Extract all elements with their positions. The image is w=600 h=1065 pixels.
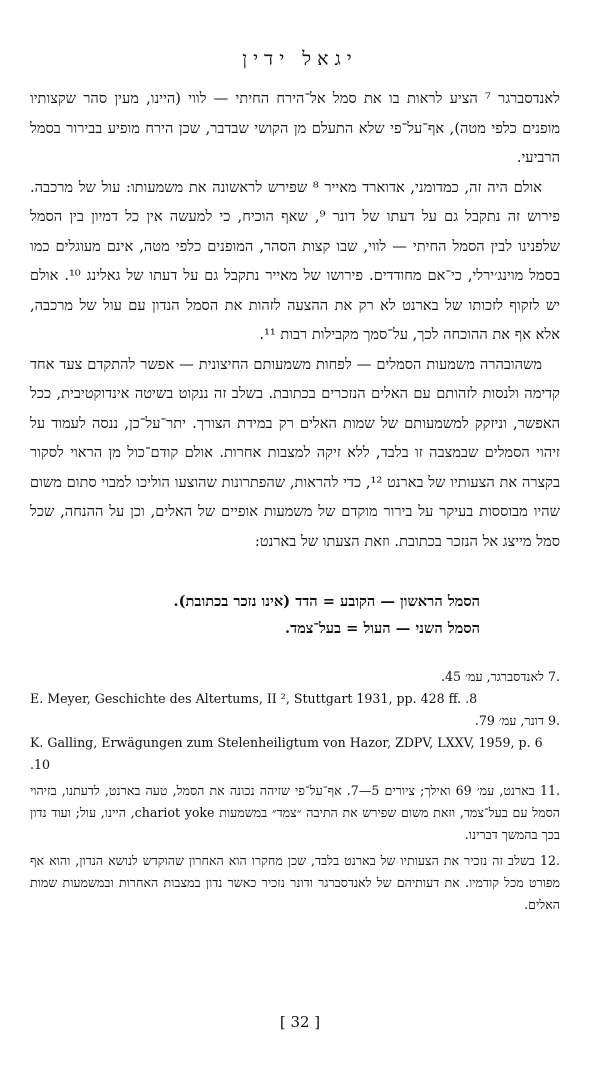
footnote-8 (30, 688, 560, 710)
footnote-number: .8 (465, 691, 478, 706)
running-head: יגאל ידין (242, 48, 358, 70)
symbol-list (30, 588, 480, 642)
footnote-number: .9 (547, 713, 560, 728)
footnote-10 (30, 732, 560, 776)
footnotes (30, 666, 560, 916)
footnote-7 (30, 666, 560, 688)
footnote-text: בשלב זה נזכיר את הצעותיו של בארנט בלבד, שכן מחקרו הוא האחרון שהוקדש לנושא הנדון, והוא אף מפורט מכל קודמיו. את דעותיהם של לאנדסברגר ודונר נזכיר כאשר נדון במצבות האחרות ובמשמעות שמות האלים. (30, 853, 560, 912)
footnote-11 (30, 780, 560, 846)
symbol-item-1: הסמל הראשון — הקובע = הדד (אינו נזכר בכתובת). (173, 593, 480, 610)
footnote-9 (30, 710, 560, 732)
footnote-text: בארנט, עמ׳ 69 ואילך; ציורים 5—7. אף־על־פי שזיהה נכונה את הסמל, טעה בארנט, לדעתנו, בזיהוי הסמל עם בעל־צמד, וזאת משום שפירש את התיבה ״צמד״ במשמעות chariot yoke, היינו, עול; ועוד נדון בכך בהמשך דברינו. (30, 783, 560, 842)
symbol-item-2: הסמל השני — העול = בעל־צמד. (284, 620, 480, 637)
page-number: [ 32 ] (279, 1013, 321, 1031)
paragraph-1: לאנדסברגר ⁷ הציע לראות בו את סמל אל־הירח החיתי — לווי (היינו, מעין סהר שקצותיו מופנים כלפי מטה), אף־על־פי שלא התעלם מן הקושי שבדבר, שכן הירח מופיע בבירור בסמל הרביעי. (30, 90, 560, 166)
paragraph-3: משהובהרה משמעות הסמלים — לפחות משמעותם החיצונית — אפשר להתקדם צעד אחד קדימה ולנסות לזהותם עם האלים הנזכרים בכתובת. בשלב זה ננקוט בשיטה אינדוקטיבית, ככל האפשר, וניזקק למשמעותם של שמות האלים רק במידת הצורך. יתר־על־כן, ננסה לעמוד על זיהוי הסמלים שבמצבה זו בלבד, ללא זיקה למצבות אחרות. אולם קודם־כול מן הראוי לסקור בקצרה את הצעותיו של בארנט ¹², כדי להראות, שהפתרונות שהוצעו הוליכו למבוי סתום משום שהיו מבוססות בעיקר על בירור מוקדם של משמעות אופיים של האלים, וכן על ההנחה, שכל סמל מייצג אל הנזכר בכתובת. וזאת הצעתו של בארנט: (30, 355, 560, 550)
footnote-text: דונר, עמ׳ 79. (474, 713, 544, 728)
main-text (30, 84, 560, 556)
footnote-12 (30, 850, 560, 916)
footnote-text: לאנדסברגר, עמ׳ 45. (441, 669, 544, 684)
footnote-number: .11 (539, 783, 560, 798)
footnote-text: K. Galling, Erwägungen zum Stelenheiligtum von Hazor, ZDPV, LXXV, 1959, p. 6 (30, 735, 543, 750)
footnote-number: .7 (547, 669, 560, 684)
paragraph-2: אולם היה זה, כמדומני, אדוארד מאייר ⁸ שפירש לראשונה את משמעותו: עול של מרכבה. פירוש זה נתקבל גם על דעתו של דונר ⁹, שאף הוכיח, כי למעשה אין כל דמיון בין הסמל שלפנינו לבין הסמל החיתי — לווי, שבו קצות הסהר, המופנים כלפי מטה, אינם מעוגלים כמו בסמל מוינג׳ירלי, כי־אם מחודדים. פירושו של מאייר נתקבל גם על דעתו של גאלינג ¹⁰. אולם יש לזקוף לזכותו של בארנט לא רק את ההצעה לזהות את הסמל הנדון עם עול של מרכבה, אלא אף את ההוכחה לכך, על־סמך מקבילות רבות ¹¹. (30, 178, 560, 343)
footnote-text: E. Meyer, Geschichte des Altertums, II ², Stuttgart 1931, pp. 428 ff. (30, 691, 462, 706)
footnote-number: .10 (30, 757, 51, 772)
footnote-number: .12 (539, 853, 560, 868)
